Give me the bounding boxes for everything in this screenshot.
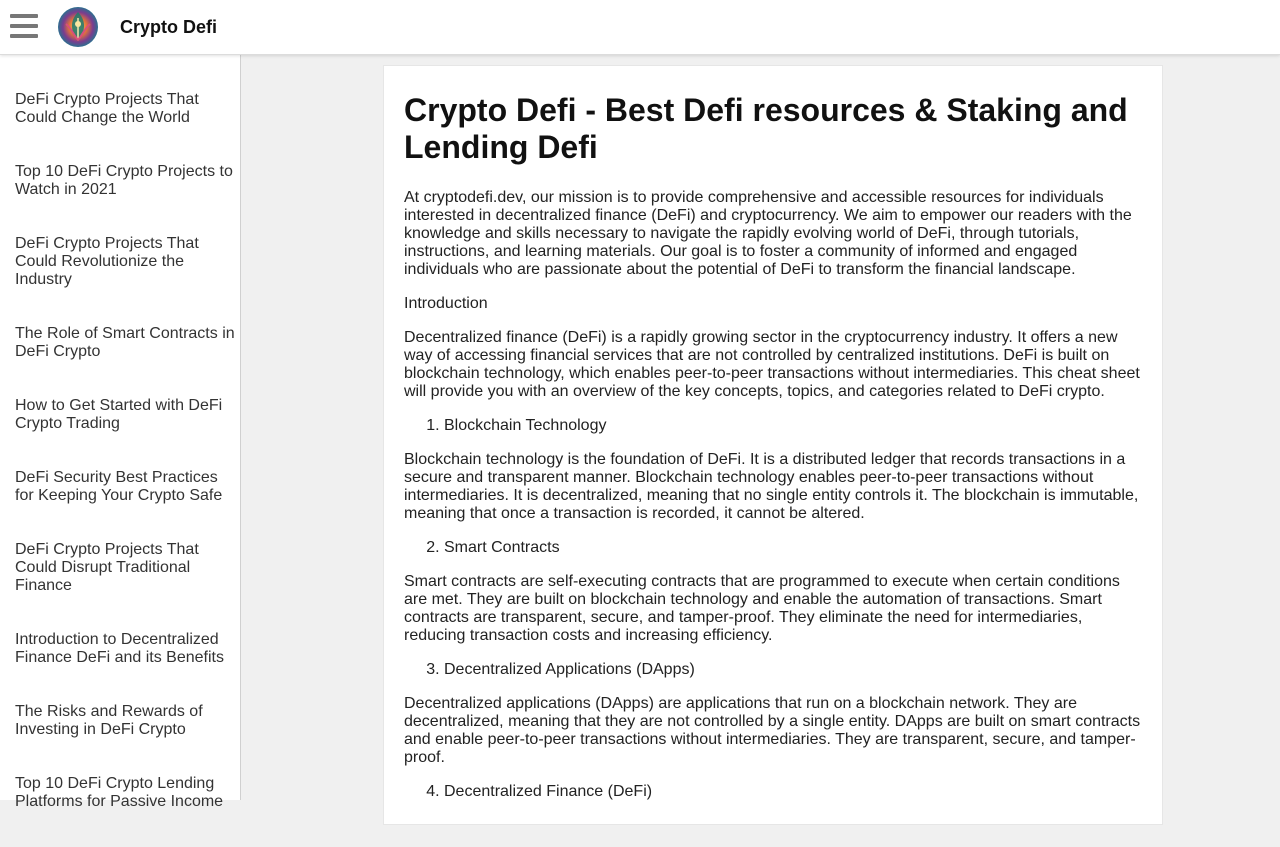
sidebar-item[interactable]: DeFi Security Best Practices for Keeping Your Crypto Safe [15,469,223,504]
section-heading-list [404,539,1142,557]
section-heading: 1. Blockchain Technology [444,417,1142,435]
introduction-paragraph: Decentralized finance (DeFi) is a rapidly growing sector in the cryptocurrency industry. It offers a new way of accessing financial services that are not controlled by centralized institutions. DeFi is built on blockchain technology, which enables peer-to-peer transactions without intermediaries. This cheat sheet will provide you with an overview of the key concepts, topics, and categories related to DeFi crypto. [404,329,1140,400]
section-paragraph: Smart contracts are self-executing contracts that are programmed to execute when certain conditions are met. They are built on blockchain technology and enable the automation of transactions. Smart contracts are transparent, secure, and tamper-proof. They eliminate the need for intermediaries, reducing transaction costs and increasing efficiency. [404,573,1120,644]
section-paragraph: Decentralized applications (DApps) are applications that run on a blockchain network. They are decentralized, meaning that they are not controlled by a single entity. DApps are built on smart contracts and enable peer-to-peer transactions without intermediaries. They are transparent, secure, and tamper-proof. [404,695,1141,766]
sidebar-item[interactable]: DeFi Crypto Projects That Could Disrupt Traditional Finance [15,541,199,594]
introduction-label: Introduction [404,295,488,312]
intro-paragraph: At cryptodefi.dev, our mission is to provide comprehensive and accessible resources for individuals interested in decentralized finance (DeFi) and cryptocurrency. We aim to empower our readers with the knowledge and skills necessary to navigate the rapidly evolving world of DeFi, through tutorials, instructions, and learning materials. Our goal is to foster a community of informed and engaged individuals who are passionate about the potential of DeFi to transform the financial landscape. [404,189,1132,278]
section-heading-list [404,661,1142,679]
site-title[interactable]: Crypto Defi [120,17,218,37]
section-heading: 3. Decentralized Applications (DApps) [444,661,1142,679]
sidebar-item[interactable]: Top 10 DeFi Crypto Lending Platforms for Passive Income [15,775,224,810]
section-heading-list [404,417,1142,435]
hamburger-menu-icon[interactable] [10,14,38,40]
sidebar-item[interactable]: The Role of Smart Contracts in DeFi Crypto [15,325,235,360]
section-heading: 4. Decentralized Finance (DeFi) [444,783,1142,801]
sidebar-item[interactable]: The Risks and Rewards of Investing in DeFi Crypto [15,703,203,738]
sidebar [0,55,241,810]
sidebar-item[interactable]: Introduction to Decentralized Finance DeFi and its Benefits [15,631,224,666]
section-heading: 2. Smart Contracts [444,539,1142,557]
sidebar-item[interactable]: DeFi Crypto Projects That Could Revolutionize the Industry [15,235,199,288]
section-heading-list [404,783,1142,801]
sidebar-item[interactable]: DeFi Crypto Projects That Could Change the World [15,91,199,126]
article-card [383,65,1163,825]
page-title: Crypto Defi - Best Defi resources & Staking and Lending Defi [404,92,1128,165]
sidebar-item[interactable]: How to Get Started with DeFi Crypto Trading [15,397,223,432]
crypto-defi-logo[interactable] [57,6,99,48]
sidebar-item[interactable]: Top 10 DeFi Crypto Projects to Watch in 2021 [15,163,233,198]
top-bar [0,0,1280,55]
section-paragraph: Blockchain technology is the foundation of DeFi. It is a distributed ledger that records transactions in a secure and transparent manner. Blockchain technology enables peer-to-peer transactions without intermediaries. It is decentralized, meaning that no single entity controls it. The blockchain is immutable, meaning that once a transaction is recorded, it cannot be altered. [404,451,1139,522]
